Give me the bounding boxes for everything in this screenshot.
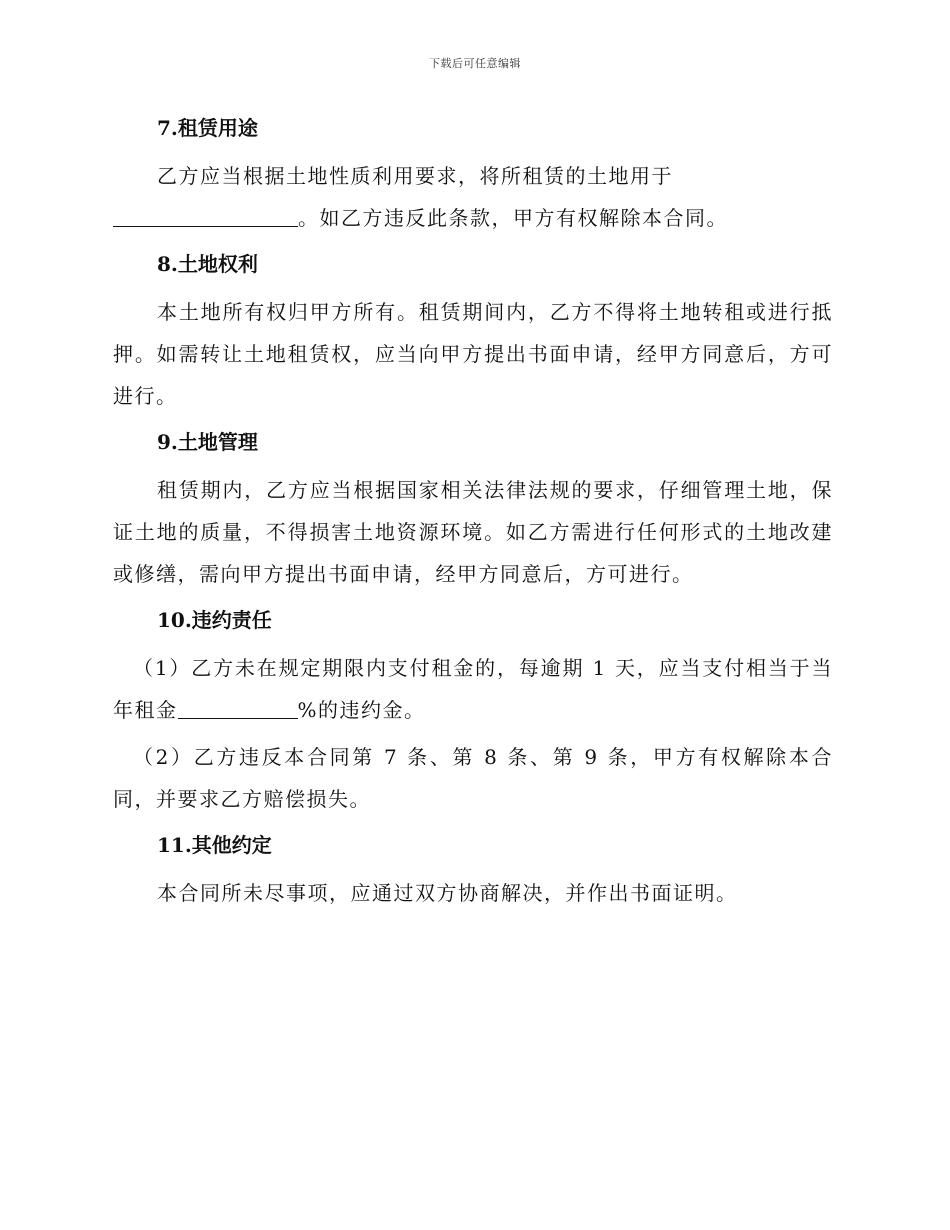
- section-heading-rights: 8.土地权利: [157, 252, 258, 276]
- usage-line1: 乙方应当根据土地性质利用要求，将所租赁的土地用于: [157, 164, 673, 188]
- page-header: 下载后可任意编辑: [429, 57, 521, 70]
- usage-line2: 。如乙方违反此条款，甲方有权解除本合同。: [298, 206, 728, 230]
- liability-item-1: [113, 647, 833, 731]
- liability-item-1-suffix: %的违约金。: [297, 698, 426, 722]
- penalty-rate-blank[interactable]: [178, 698, 298, 719]
- section-heading-other: 11.其他约定: [157, 833, 272, 857]
- usage-blank[interactable]: [113, 206, 298, 227]
- other-paragraph: 本合同所未尽事项，应通过双方协商解决，并作出书面证明。: [157, 881, 738, 905]
- liability-item-1-text: （1）乙方未在规定期限内支付租金的，每逾期 1 天，应当支付相当于当年租金: [113, 656, 833, 722]
- liability-item-2: （2）乙方违反本合同第 7 条、第 8 条、第 9 条，甲方有权解除本合同，并要求乙方赔偿损失。: [113, 745, 833, 811]
- usage-paragraph: [113, 155, 833, 239]
- document-body: [113, 108, 833, 919]
- section-heading-liability: 10.违约责任: [157, 608, 272, 632]
- management-paragraph: 租赁期内，乙方应当根据国家相关法律法规的要求，仔细管理土地，保证土地的质量，不得损害土地资源环境。如乙方需进行任何形式的土地改建或修缮，需向甲方提出书面申请，经甲方同意后，方可进行。: [113, 478, 833, 586]
- section-heading-usage: 7.租赁用途: [157, 116, 258, 140]
- section-heading-management: 9.土地管理: [157, 430, 258, 454]
- rights-paragraph: 本土地所有权归甲方所有。租赁期间内，乙方不得将土地转租或进行抵押。如需转让土地租赁权，应当向甲方提出书面申请，经甲方同意后，方可进行。: [113, 300, 833, 408]
